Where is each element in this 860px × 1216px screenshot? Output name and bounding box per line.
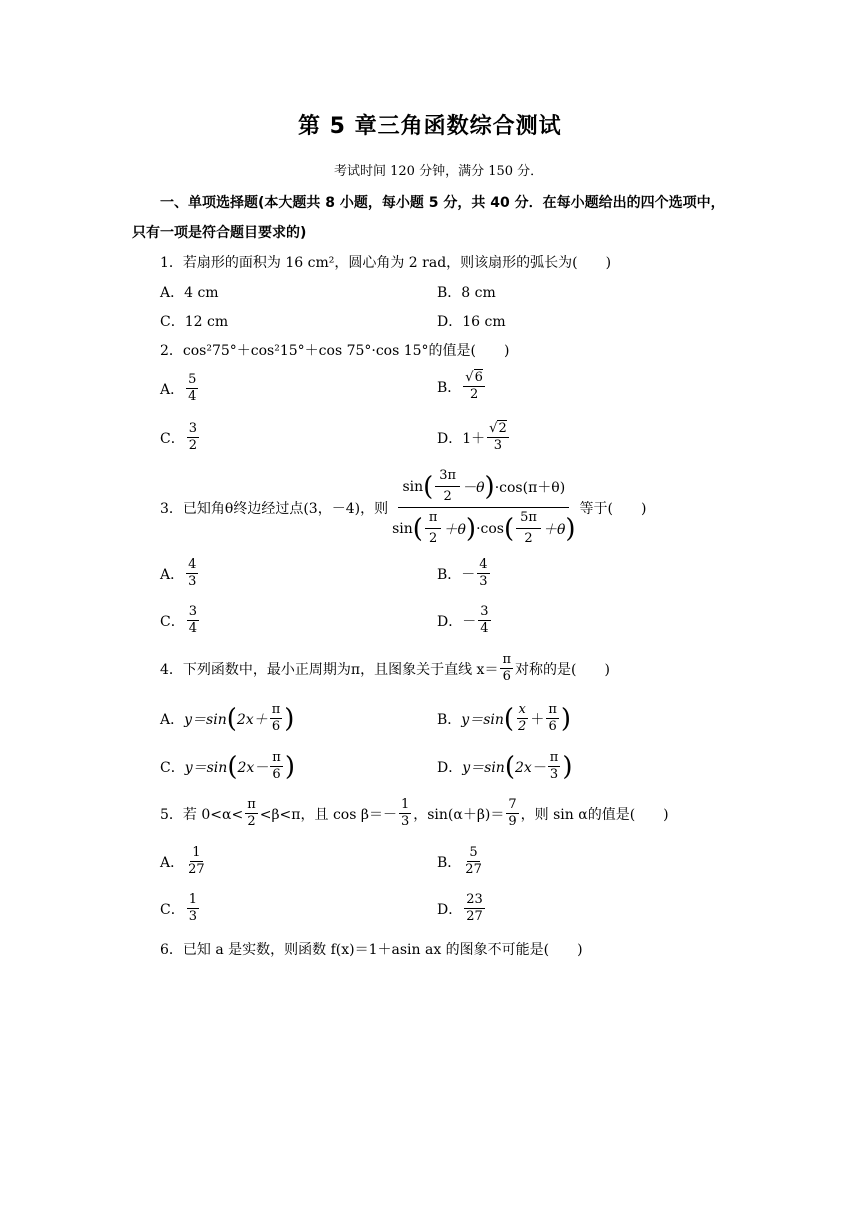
question-text: 5．若 0<α<: [160, 806, 244, 823]
denominator: 27: [466, 909, 483, 924]
question-2-stem: 2．cos²75°＋cos²15°＋cos 75°·cos 15°的值是( ): [160, 343, 510, 359]
fraction: [186, 845, 207, 878]
expression-denominator: [388, 508, 579, 547]
denominator: 27: [188, 862, 205, 877]
numerator: 1: [400, 797, 410, 812]
numerator: π: [271, 702, 281, 717]
fraction: [425, 510, 442, 547]
numerator: π: [549, 750, 559, 765]
option-prefix: －: [462, 613, 477, 630]
option-label: A．: [160, 711, 185, 728]
numerator: √6: [465, 370, 483, 385]
question-3-stem: [160, 468, 646, 547]
math-text: ＋θ: [443, 521, 466, 538]
option-label: D．: [437, 430, 463, 447]
question-text: 等于( ): [579, 500, 647, 517]
question-text: 对称的是( ): [515, 661, 610, 678]
fraction: [463, 370, 485, 403]
numerator: 1: [188, 892, 197, 907]
option-label: A．: [160, 566, 185, 583]
numerator: π: [502, 652, 511, 667]
fraction: [516, 510, 541, 547]
denominator: 2: [247, 814, 256, 829]
option-label: C．: [160, 901, 185, 918]
section-heading-line1: 一、单项选择题(本大题共 8 小题，每小题 5 分，共 40 分．在每小题给出的四个选项中，: [160, 195, 725, 211]
fraction: [186, 372, 198, 405]
question-text: ，sin(α＋β)＝: [413, 806, 505, 823]
question-2-option-c: [160, 421, 201, 454]
question-5-option-c: [160, 892, 201, 925]
page-title: 第 5 章三角函数综合测试: [298, 114, 562, 139]
math-text: 2x－: [514, 759, 546, 776]
numerator: x: [518, 702, 526, 717]
fraction: [487, 421, 509, 454]
fraction: [506, 797, 518, 830]
math-text: ＋: [530, 711, 545, 728]
paren: (: [503, 703, 515, 734]
denominator: 6: [502, 669, 511, 684]
denominator: 4: [480, 621, 489, 636]
option-label: D．: [437, 759, 463, 776]
question-4-option-d: [437, 750, 573, 783]
question-5-option-a: [160, 845, 209, 878]
numerator: 3: [480, 604, 489, 619]
option-label: C．: [160, 759, 185, 776]
paren: (: [503, 513, 515, 544]
fraction: [186, 557, 198, 590]
numerator: 5: [188, 372, 197, 387]
fraction: [435, 468, 460, 505]
numerator: 7: [508, 797, 517, 812]
option-label: B．: [437, 566, 462, 583]
paren: ): [562, 751, 573, 782]
expression-numerator: [398, 468, 569, 508]
math-text: 2x－: [237, 759, 269, 776]
question-5-option-d: [437, 892, 487, 925]
denominator: 3: [188, 909, 197, 924]
denominator: 3: [549, 767, 559, 782]
option-prefix: 1＋: [462, 430, 486, 447]
option-label: B．: [437, 854, 462, 871]
numerator: 1: [192, 845, 201, 860]
fraction: [477, 557, 489, 590]
denominator: 6: [272, 767, 281, 782]
math-text: ·cos: [476, 520, 504, 537]
radicand: 2: [498, 421, 507, 436]
math-text: 2x＋: [236, 711, 268, 728]
denominator: 3: [493, 438, 503, 453]
numerator: 3: [188, 421, 197, 436]
question-4-option-b: [437, 702, 571, 735]
paren: (: [504, 751, 515, 782]
question-6-stem: 6．已知 a 是实数，则函数 f(x)＝1＋asin ax 的图象不可能是( ): [160, 942, 583, 958]
math-text: －θ: [462, 479, 485, 496]
numerator: 23: [466, 892, 483, 907]
paren: (: [412, 513, 423, 544]
question-4-option-a: [160, 702, 294, 735]
paren: (: [423, 471, 434, 502]
denominator: 2: [443, 489, 452, 504]
fraction: [187, 604, 199, 637]
numerator: 3: [188, 604, 197, 619]
exam-info: 考试时间 120 分钟，满分 150 分．: [334, 164, 544, 179]
option-label: D．: [437, 901, 463, 918]
numerator: 4: [188, 557, 197, 572]
question-3-option-b: [437, 557, 492, 590]
denominator: 2: [518, 719, 527, 734]
question-text: 3．已知角θ终边经过点(3，－4)，则: [160, 500, 389, 517]
fraction: [399, 797, 411, 830]
paren: (: [227, 751, 238, 782]
question-1-option-c: C．12 cm: [160, 314, 229, 330]
fraction: [187, 421, 199, 454]
denominator: 4: [188, 389, 197, 404]
math-text: sin: [402, 478, 424, 495]
question-text: ，则 sin α的值是( ): [520, 806, 669, 823]
denominator: 9: [508, 814, 517, 829]
option-label: D．: [437, 613, 463, 630]
fraction: [500, 652, 513, 685]
option-label: B．: [437, 379, 462, 396]
option-label: A．: [160, 381, 185, 398]
denominator: 6: [271, 719, 281, 734]
denominator: 3: [479, 574, 488, 589]
math-text: y＝sin: [462, 759, 505, 776]
option-label: B．: [437, 711, 462, 728]
math-text: y＝sin: [461, 711, 504, 728]
fraction: [546, 702, 559, 735]
denominator: 3: [400, 814, 410, 829]
question-2-option-a: [160, 372, 200, 405]
math-text: sin: [392, 520, 413, 537]
fraction: [270, 702, 283, 735]
question-text: <β<π，且 cos β＝－: [259, 806, 397, 823]
paren: (: [226, 703, 237, 734]
denominator: 2: [469, 387, 479, 402]
math-text: y＝sin: [184, 759, 228, 776]
fraction: [187, 892, 199, 925]
question-1-option-b: B．8 cm: [437, 285, 496, 301]
question-3-option-c: [160, 604, 201, 637]
radicand: 6: [474, 370, 483, 385]
paren: ): [484, 471, 495, 502]
denominator: 4: [188, 621, 197, 636]
fraction: [270, 750, 283, 783]
numerator: 5: [469, 845, 478, 860]
paren: ): [565, 513, 576, 544]
numerator: 4: [479, 557, 488, 572]
numerator: π: [247, 797, 256, 812]
numerator: π: [272, 750, 281, 765]
denominator: 2: [524, 531, 533, 546]
numerator: √2: [489, 421, 507, 436]
numerator: π: [425, 510, 442, 529]
math-text: y＝sin: [184, 711, 227, 728]
expression-fraction: [388, 468, 579, 547]
question-text: 4．下列函数中，最小正周期为π，且图象关于直线 x＝: [160, 661, 499, 678]
paren: ): [284, 703, 295, 734]
fraction: [464, 892, 485, 925]
option-label: C．: [160, 430, 185, 447]
numerator: 5π: [516, 510, 541, 529]
denominator: 6: [548, 719, 557, 734]
fraction: [245, 797, 258, 830]
question-1-option-d: D．16 cm: [437, 314, 506, 330]
option-label: A．: [160, 854, 185, 871]
denominator: 2: [429, 531, 438, 546]
section-heading-line2: 只有一项是符合题目要求的): [132, 225, 307, 241]
question-3-option-a: [160, 557, 200, 590]
question-2-option-b: [437, 370, 487, 403]
question-5-option-b: [437, 845, 486, 878]
question-5-stem: [160, 797, 669, 830]
question-4-stem: [160, 652, 610, 685]
math-text: ·cos(π＋θ): [494, 479, 566, 496]
option-label: C．: [160, 613, 185, 630]
numerator: 3π: [435, 468, 460, 487]
question-1-option-a: A．4 cm: [160, 285, 219, 301]
paren: ): [465, 513, 477, 544]
question-4-option-c: [160, 750, 295, 783]
paren: ): [284, 751, 295, 782]
paren: ): [560, 703, 572, 734]
fraction: [463, 845, 484, 878]
denominator: 3: [188, 574, 197, 589]
fraction: [548, 750, 561, 783]
math-text: ＋θ: [542, 521, 566, 538]
denominator: 27: [465, 862, 482, 877]
denominator: 2: [188, 438, 197, 453]
question-1-stem: 1．若扇形的面积为 16 cm²，圆心角为 2 rad，则该扇形的弧长为( ): [160, 255, 612, 271]
numerator: π: [548, 702, 557, 717]
question-3-option-d: [437, 604, 493, 637]
option-prefix: －: [461, 566, 476, 583]
fraction: [478, 604, 490, 637]
question-2-option-d: [437, 421, 511, 454]
fraction: [516, 702, 528, 735]
